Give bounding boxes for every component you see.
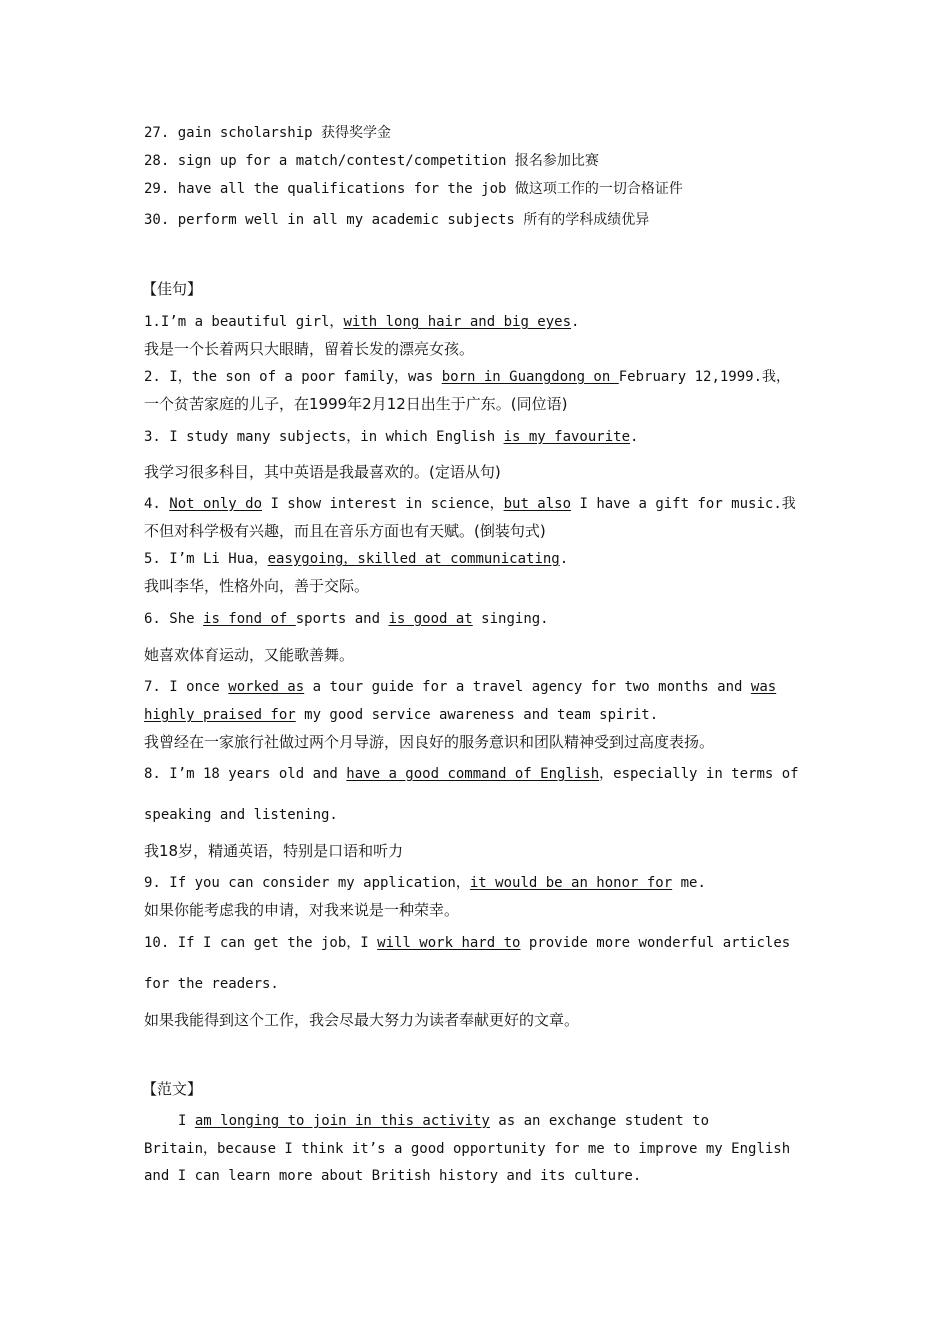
phrase-item: 29. have all the qualifications for the job 做这项工作的一切合格证件 xyxy=(144,181,683,197)
sentence-6-translation: 她喜欢体育运动，又能歌善舞。 xyxy=(144,646,355,664)
essay-line-3: and I can learn more about British history and its culture. xyxy=(144,1168,642,1184)
sentence-1-translation: 我是一个长着两只大眼睛，留着长发的漂亮女孩。 xyxy=(144,340,475,358)
sentence-4: 4. Not only do I show interest in science，but also I have a gift for music.我 xyxy=(144,496,796,512)
sentence-8-cont: speaking and listening. xyxy=(144,807,338,823)
sentence-8: 8. I’m 18 years old and have a good command of English，especially in terms of xyxy=(144,766,799,782)
essay-line-1: I am longing to join in this activity as an exchange student to xyxy=(178,1113,710,1129)
sentence-2: 2. I，the son of a poor family，was born in Guangdong on February 12,1999.我， xyxy=(144,369,791,385)
phrase-item: 30. perform well in all my academic subjects 所有的学科成绩优异 xyxy=(144,212,650,228)
sentence-10: 10. If I can get the job，I will work hard to provide more wonderful articles xyxy=(144,935,791,951)
sentence-8-translation: 我18岁，精通英语，特别是口语和听力 xyxy=(144,842,404,860)
sentence-3-translation: 我学习很多科目，其中英语是我最喜欢的。(定语从句) xyxy=(144,463,501,481)
sentence-7-translation: 我曾经在一家旅行社做过两个月导游，因良好的服务意识和团队精神受到过高度表扬。 xyxy=(144,733,715,751)
section-heading-essay: 【范文】 xyxy=(142,1080,203,1098)
sentence-9: 9. If you can consider my application，it would be an honor for me. xyxy=(144,875,706,891)
sentence-10-cont: for the readers. xyxy=(144,976,279,992)
sentence-2-translation: 一个贫苦家庭的儿子，在1999年2月12日出生于广东。(同位语) xyxy=(144,395,568,413)
sentence-7: 7. I once worked as a tour guide for a travel agency for two months and was xyxy=(144,679,777,695)
sentence-5-translation: 我叫李华，性格外向，善于交际。 xyxy=(144,577,370,595)
sentence-9-translation: 如果你能考虑我的申请，对我来说是一种荣幸。 xyxy=(144,901,460,919)
section-heading-sentences: 【佳句】 xyxy=(142,280,203,298)
sentence-10-translation: 如果我能得到这个工作，我会尽最大努力为读者奉献更好的文章。 xyxy=(144,1011,580,1029)
sentence-7-cont: highly praised for my good service awareness and team spirit. xyxy=(144,707,659,723)
sentence-5: 5. I’m Li Hua，easygoing，skilled at communicating. xyxy=(144,551,569,567)
sentence-1: 1.I’m a beautiful girl，with long hair and big eyes. xyxy=(144,314,580,330)
sentence-3: 3. I study many subjects，in which English is my favourite. xyxy=(144,429,639,445)
phrase-item: 28. sign up for a match/contest/competition 报名参加比赛 xyxy=(144,153,599,169)
phrase-item: 27. gain scholarship 获得奖学金 xyxy=(144,125,392,141)
sentence-6: 6. She is fond of sports and is good at singing. xyxy=(144,611,549,627)
sentence-4-translation: 不但对科学极有兴趣，而且在音乐方面也有天赋。(倒装句式) xyxy=(144,522,546,540)
essay-line-2: Britain，because I think it’s a good opportunity for me to improve my English xyxy=(144,1141,791,1157)
